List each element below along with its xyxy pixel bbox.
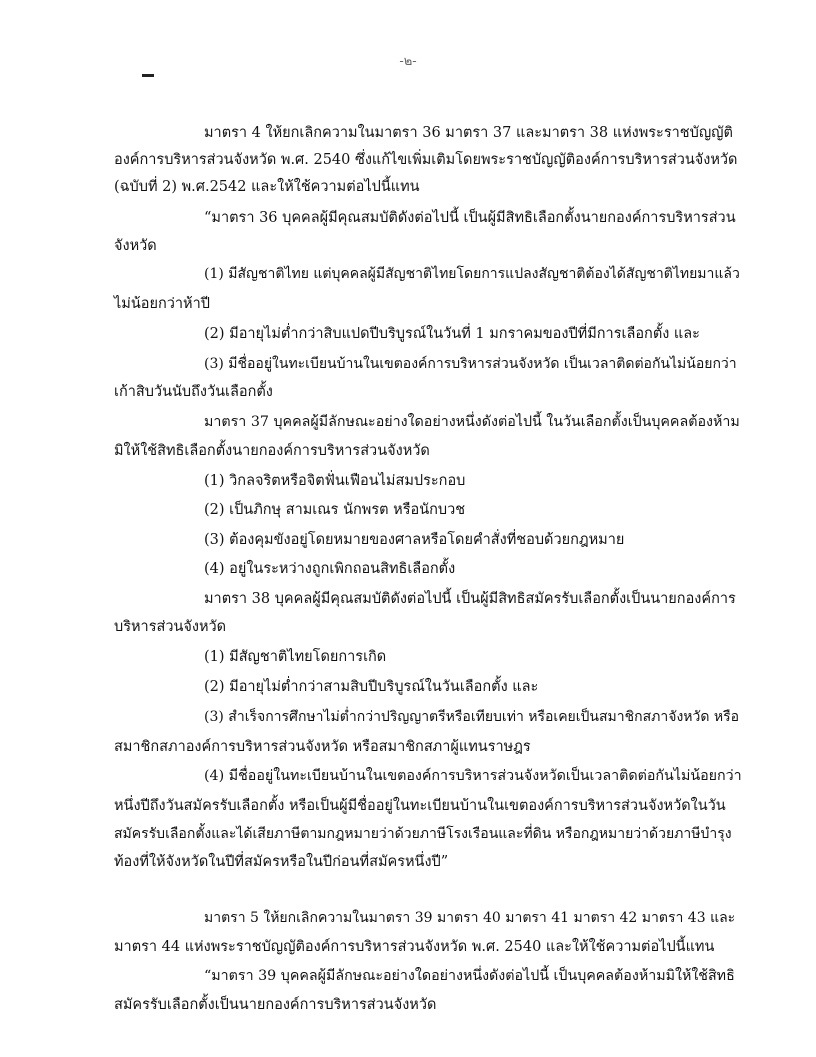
text-line: (3) ต้องคุมขังอยู่โดยหมายของศาลหรือโดยคำสั่งที่ชอบด้วยกฎหมาย	[204, 532, 625, 548]
text-line: บริหารส่วนจังหวัด	[114, 619, 227, 635]
text-line: มาตรา 5 ให้ยกเลิกความในมาตรา 39 มาตรา 40 มาตรา 41 มาตรา 42 มาตรา 43 และ	[204, 910, 736, 926]
text-line: (3) สำเร็จการศึกษาไม่ต่ำกว่าปริญญาตรีหรือเทียบเท่า หรือเคยเป็นสมาชิกสภาจังหวัด หรือ	[204, 709, 740, 725]
text-line: ไม่น้อยกว่าห้าปี	[114, 296, 210, 312]
text-line: (3) มีชื่ออยู่ในทะเบียนบ้านในเขตองค์การบริหารส่วนจังหวัด เป็นเวลาติดต่อกันไม่น้อยกว่า	[204, 356, 737, 372]
text-line: (1) มีสัญชาติไทยโดยการเกิด	[204, 649, 387, 665]
text-line: ท้องที่ให้จังหวัดในปีที่สมัครหรือในปีก่อนที่สมัครหนึ่งปี”	[114, 854, 449, 870]
text-line: (2) มีอายุไม่ต่ำกว่าสิบแปดปีบริบูรณ์ในวันที่ 1 มกราคมของปีที่มีการเลือกตั้ง และ	[204, 326, 700, 342]
text-line: มาตรา 44 แห่งพระราชบัญญัติองค์การบริหารส่วนจังหวัด พ.ศ. 2540 และให้ใช้ความต่อไปนี้แทน	[114, 939, 715, 955]
text-line: (2) มีอายุไม่ต่ำกว่าสามสิบปีบริบูรณ์ในวันเลือกตั้ง และ	[204, 679, 539, 695]
text-line: มิให้ใช้สิทธิเลือกตั้งนายกองค์การบริหารส่วนจังหวัด	[114, 443, 430, 459]
text-line: สมัครรับเลือกตั้งและได้เสียภาษีตามกฎหมายว่าด้วยภาษีโรงเรือนและที่ดิน หรือกฎหมายว่าด้วยภาษีบำรุง	[114, 826, 732, 842]
text-line: มาตรา 38 บุคคลผู้มีคุณสมบัติดังต่อไปนี้ เป็นผู้มีสิทธิสมัครรับเลือกตั้งเป็นนายกองค์การ	[204, 591, 736, 607]
text-line: “มาตรา 36 บุคคลผู้มีคุณสมบัติดังต่อไปนี้ เป็นผู้มีสิทธิเลือกตั้งนายกองค์การบริหารส่วน	[204, 210, 736, 226]
text-line: มาตรา 4 ให้ยกเลิกความในมาตรา 36 มาตรา 37 และมาตรา 38 แห่งพระราชบัญญัติ	[204, 125, 733, 141]
text-line: สมัครรับเลือกตั้งเป็นนายกองค์การบริหารส่วนจังหวัด	[114, 997, 437, 1013]
page-number: -๒-	[399, 54, 417, 69]
text-line: จังหวัด	[114, 238, 157, 254]
text-line: (1) วิกลจริตหรือจิตฟั่นเฟือนไม่สมประกอบ	[204, 473, 466, 489]
text-line: (4) มีชื่ออยู่ในทะเบียนบ้านในเขตองค์การบริหารส่วนจังหวัดเป็นเวลาติดต่อกันไม่น้อยกว่า	[204, 768, 742, 784]
text-line: เก้าสิบวันนับถึงวันเลือกตั้ง	[114, 384, 273, 400]
text-line: (1) มีสัญชาติไทย แต่บุคคลผู้มีสัญชาติไทยโดยการแปลงสัญชาติต้องได้สัญชาติไทยมาแล้ว	[204, 266, 740, 282]
text-line: (ฉบับที่ 2) พ.ศ.2542 และให้ใช้ความต่อไปนี้แทน	[114, 179, 420, 195]
text-line: (2) เป็นภิกษุ สามเณร นักพรต หรือนักบวช	[204, 502, 466, 518]
text-line: หนึ่งปีถึงวันสมัครรับเลือกตั้ง หรือเป็นผู้มีชื่ออยู่ในทะเบียนบ้านในเขตองค์การบริหารส่วนจังหวัดในวัน	[114, 798, 726, 814]
text-line: มาตรา 37 บุคคลผู้มีลักษณะอย่างใดอย่างหนึ่งดังต่อไปนี้ ในวันเลือกตั้งเป็นบุคคลต้องห้าม	[204, 414, 740, 430]
margin-mark	[142, 74, 154, 77]
text-line: (4) อยู่ในระหว่างถูกเพิกถอนสิทธิเลือกตั้ง	[204, 561, 456, 577]
text-line: สมาชิกสภาองค์การบริหารส่วนจังหวัด หรือสมาชิกสภาผู้แทนราษฎร	[114, 739, 531, 755]
text-line: “มาตรา 39 บุคคลผู้มีลักษณะอย่างใดอย่างหนึ่งดังต่อไปนี้ เป็นบุคคลต้องห้ามมิให้ใช้สิทธิ	[204, 968, 735, 984]
text-line: องค์การบริหารส่วนจังหวัด พ.ศ. 2540 ซึ่งแก้ไขเพิ่มเติมโดยพระราชบัญญัติองค์การบริหารส่วนจังหวัด	[114, 152, 738, 168]
